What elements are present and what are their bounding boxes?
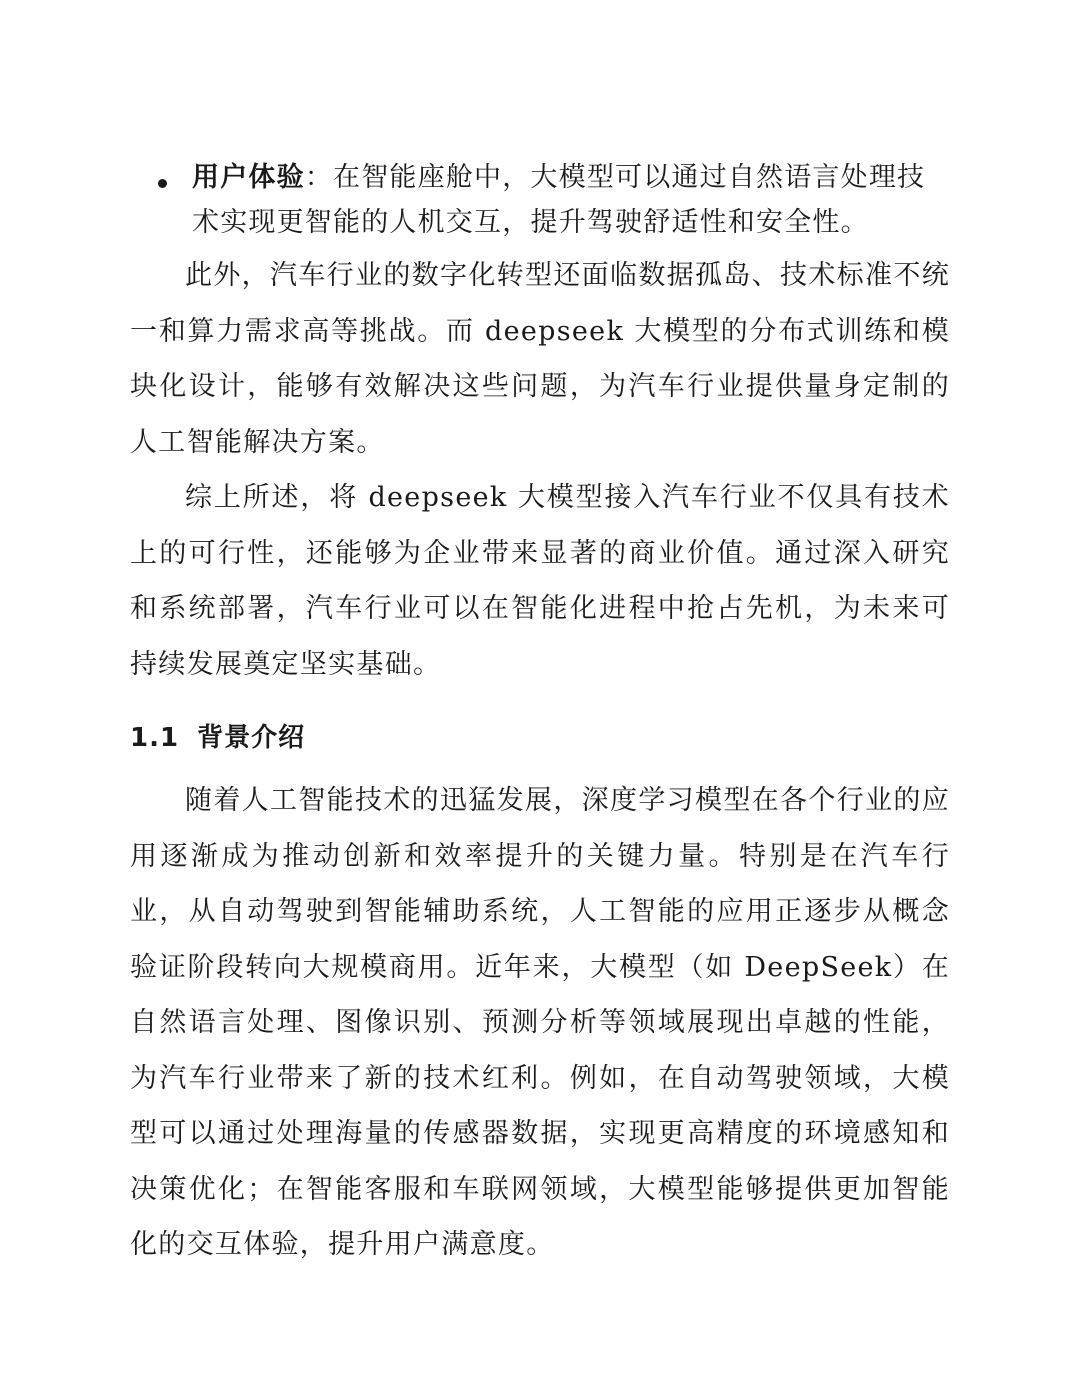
paragraph-background: 随着人工智能技术的迅猛发展，深度学习模型在各个行业的应用逐渐成为推动创新和效率提升的关键力量。特别是在汽车行业，从自动驾驶到智能辅助系统，人工智能的应用正逐步从概念验证阶段转向大规模商用。近年来，大模型（如 DeepSeek）在自然语言处理、图像识别、预测分析等领域展现出卓越的性能，为汽车行业带来了新的技术红利。例如，在自动驾驶领域，大模型可以通过处理海量的传感器数据，实现更高精度的环境感知和决策优化；在智能客服和车联网领域，大模型能够提供更加智能化的交互体验，提升用户满意度。 <box>130 785 950 1260</box>
bullet-body: 在智能座舱中，大模型可以通过自然语言处理技术实现更智能的人机交互，提升驾驶舒适性和安全性。 <box>192 162 926 238</box>
paragraph-summary: 综上所述，将 deepseek 大模型接入汽车行业不仅具有技术上的可行性，还能够为企业带来显著的商业价值。通过深入研究和系统部署，汽车行业可以在智能化进程中抢占先机，为未来可持续发展奠定坚实基础。 <box>130 482 950 680</box>
paragraph-challenges: 此外，汽车行业的数字化转型还面临数据孤岛、技术标准不统一和算力需求高等挑战。而 deepseek 大模型的分布式训练和模块化设计，能够有效解决这些问题，为汽车行业提供量身定制的人工智能解决方案。 <box>130 260 950 458</box>
bullet-item-user-experience <box>130 155 950 245</box>
section-number: 1.1 <box>130 723 180 753</box>
bullet-dot-icon <box>158 179 167 188</box>
section-heading <box>130 716 305 760</box>
bullet-lead: 用户体验 <box>192 162 305 193</box>
bullet-colon: ： <box>304 162 334 193</box>
bullet-text <box>192 155 950 245</box>
section-title: 背景介绍 <box>197 723 306 753</box>
